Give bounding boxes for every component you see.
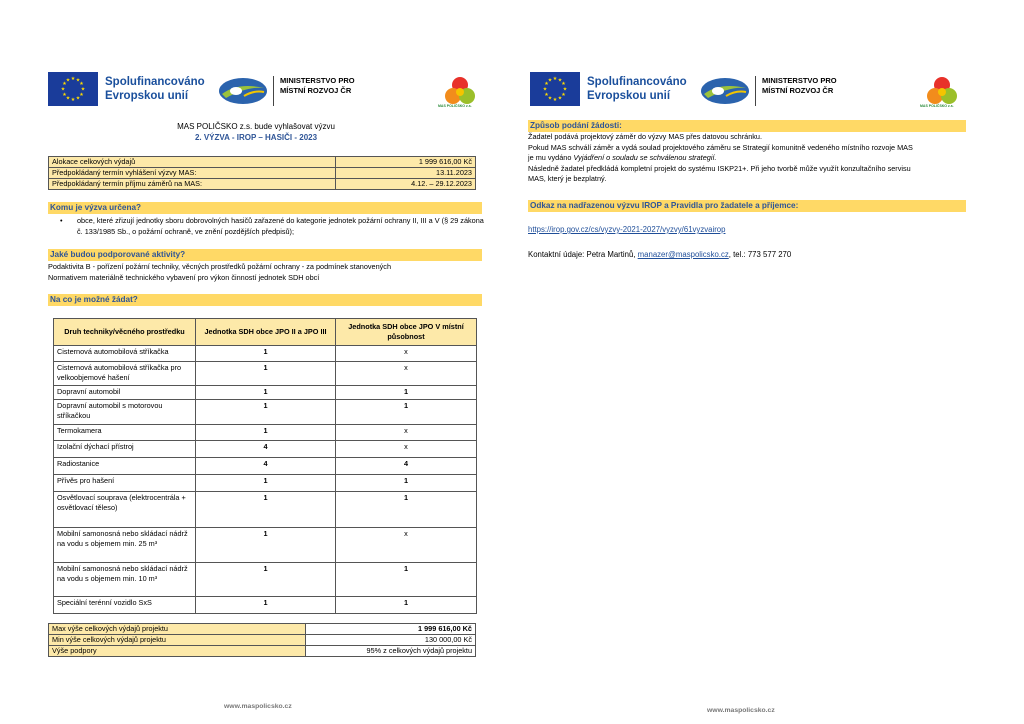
svg-text:★: ★: [80, 86, 86, 93]
svg-text:★: ★: [75, 77, 81, 84]
equipment-name: Dopravní automobil s motorovou stříkačkou: [54, 400, 196, 425]
submission-line: Žadatel podává projektový záměr do výzvy MAS přes datovou schránku.: [528, 132, 763, 141]
call-intro: [0, 121, 512, 143]
page-header: [530, 72, 970, 112]
jpo5-count: 1: [336, 492, 477, 528]
announcement-date-label: Předpokládaný termín vyhlášení výzvy MAS:: [49, 168, 336, 179]
equipment-name: Radiostanice: [54, 458, 196, 475]
link-line: [528, 225, 998, 236]
table-row: [49, 157, 476, 168]
submission-line: MAS, který je bezplatný.: [528, 174, 607, 183]
page-footer: www.maspolicsko.cz: [224, 703, 292, 710]
jpo23-count: 1: [196, 346, 336, 362]
page-2: [512, 0, 1024, 724]
jpo5-count: 1: [336, 400, 477, 425]
jpo23-count: 1: [196, 362, 336, 386]
equipment-name: Speciální terénní vozidlo SxS: [54, 597, 196, 614]
equipment-name: Cisternová automobilová stříkačka pro velkoobjemové hašení: [54, 362, 196, 386]
section-link: Odkaz na nadřazenou výzvu IROP a Pravidla pro žadatele a příjemce:: [528, 200, 966, 212]
svg-text:★: ★: [544, 92, 549, 98]
call-title: 2. VÝZVA - IROP – HASIČI - 2023: [194, 133, 318, 142]
jpo5-count: x: [336, 346, 477, 362]
svg-text:★: ★: [79, 81, 84, 87]
jpo23-count: 4: [196, 458, 336, 475]
svg-text:★: ★: [542, 86, 548, 93]
activities-line: Podaktivita B - pořízení požární techniky, věcných prostředků požární ochrany - za podmínek stanovených: [48, 262, 391, 271]
table-row: [49, 635, 476, 646]
jpo23-count: 1: [196, 492, 336, 528]
submission-line: Pokud MAS schválí záměr a vydá soulad projektového záměru se Strategií komunitně vedeného místního rozvoje MAS: [528, 142, 913, 152]
submission-line: Následně žadatel předkládá kompletní projekt do systému ISKP21+. Při jeho tvorbě může využít konzultačního servisu: [528, 163, 911, 173]
jpo23-count: 1: [196, 400, 336, 425]
equipment-name: Dopravní automobil: [54, 386, 196, 400]
table-row: [54, 475, 477, 492]
table-row: [49, 179, 476, 190]
page-header: [48, 72, 488, 112]
svg-text:★: ★: [70, 76, 76, 82]
table-row: [49, 168, 476, 179]
jpo5-count: 1: [336, 597, 477, 614]
bullet-icon: •: [60, 216, 63, 225]
table-row: [54, 458, 477, 475]
allocation-table: [48, 156, 476, 190]
section-submission: Způsob podání žádosti:: [528, 120, 966, 132]
activities-text: [48, 262, 488, 283]
equipment-name: Přívěs pro hašení: [54, 475, 196, 492]
budget-value: 130 000,00 Kč: [306, 635, 476, 646]
jpo23-count: 1: [196, 475, 336, 492]
call-intro-line: MAS POLIČSKO z.s. bude vyhlašovat výzvu: [177, 122, 335, 131]
section-what: Na co je možné žádat?: [48, 294, 482, 306]
budget-table: [48, 623, 476, 657]
contact-suffix: , tel.: 773 577 270: [728, 250, 792, 259]
budget-value: 1 999 616,00 Kč: [306, 624, 476, 635]
contact-email-link[interactable]: manazer@maspolicsko.cz: [637, 250, 729, 259]
jpo23-count: 4: [196, 441, 336, 458]
table-row: [54, 425, 477, 441]
section-for-whom: Komu je výzva určena?: [48, 202, 482, 214]
svg-text:★: ★: [60, 86, 66, 93]
svg-text:★: ★: [544, 81, 549, 87]
budget-label: Max výše celkových výdajů projektu: [49, 624, 306, 635]
budget-label: Min výše celkových výdajů projektu: [49, 635, 306, 646]
jpo23-count: 1: [196, 597, 336, 614]
eu-logo-text: Spolufinancováno Evropskou unií: [587, 76, 687, 102]
table-row: [54, 492, 477, 528]
table-row: [54, 362, 477, 386]
jpo23-count: 1: [196, 528, 336, 563]
mas-logo-caption: MAS POLIČSKO z.s.: [438, 104, 472, 108]
svg-text:★: ★: [557, 95, 563, 102]
ministry-logo-icon: [218, 76, 268, 106]
submission-line-italic: Vyjádření o souladu se schválenou strategií.: [573, 153, 717, 162]
section-activities: Jaké budou podporované aktivity?: [48, 249, 482, 261]
for-whom-bullet: [60, 216, 492, 240]
table-row: [54, 386, 477, 400]
page-footer: www.maspolicsko.cz: [707, 707, 775, 714]
jpo5-count: 1: [336, 386, 477, 400]
table-row: [54, 346, 477, 362]
table-row: [54, 528, 477, 563]
equipment-name: Termokamera: [54, 425, 196, 441]
svg-text:★: ★: [562, 86, 568, 93]
jpo23-count: 1: [196, 563, 336, 597]
intake-date-label: Předpokládaný termín příjmu záměrů na MAS:: [49, 179, 336, 190]
table-row: [54, 597, 477, 614]
svg-text:★: ★: [557, 77, 563, 84]
column-header: Jednotka SDH obce JPO II a JPO III: [196, 319, 336, 346]
jpo23-count: 1: [196, 425, 336, 441]
contact-prefix: Kontaktní údaje: Petra Martinů,: [528, 250, 638, 259]
logo-separator: [755, 76, 756, 106]
svg-text:★: ★: [70, 97, 76, 103]
contact-line: [528, 250, 998, 261]
table-row: [49, 646, 476, 657]
svg-text:★: ★: [75, 95, 81, 102]
svg-text:★: ★: [547, 77, 553, 84]
svg-text:★: ★: [62, 92, 67, 98]
equipment-table: [53, 318, 477, 614]
svg-text:★: ★: [65, 77, 71, 84]
allocation-value: 1 999 616,00 Kč: [336, 157, 476, 168]
svg-text:★: ★: [65, 95, 71, 102]
table-row: [49, 624, 476, 635]
column-header: Jednotka SDH obce JPO V místní působnost: [336, 319, 477, 346]
equipment-name: Osvětlovací souprava (elektrocentrála + osvětlovací těleso): [54, 492, 196, 528]
equipment-name: Izolační dýchací přístroj: [54, 441, 196, 458]
column-header: Druh techniky/věcného prostředku: [54, 319, 196, 346]
budget-label: Výše podpory: [49, 646, 306, 657]
for-whom-text: obce, které zřizují jednotky sboru dobrovolných hasičů zařazené do kategorie jednotek požární ochrany II, III a V (§ 29 zákona č. 133/1985 Sb., o požární ochraně, ve znění pozdějších předpisů);: [77, 216, 484, 236]
eu-logo-text: Spolufinancováno Evropskou unií: [105, 76, 205, 102]
svg-text:★: ★: [79, 92, 84, 98]
svg-text:★: ★: [552, 97, 558, 103]
table-row: [54, 563, 477, 597]
svg-text:★: ★: [552, 76, 558, 82]
ministry-logo-text: MINISTERSTVO PRO MÍSTNÍ ROZVOJ ČR: [762, 76, 837, 95]
activities-line: Normativem materiálně technického vybavení pro výkon činností jednotek SDH obcí: [48, 272, 320, 282]
svg-text:★: ★: [62, 81, 67, 87]
jpo5-count: 1: [336, 563, 477, 597]
table-row: [54, 441, 477, 458]
svg-text:★: ★: [561, 81, 566, 87]
submission-line-part: je mu vydáno: [528, 153, 574, 162]
jpo5-count: x: [336, 528, 477, 563]
jpo5-count: 1: [336, 475, 477, 492]
mas-logo-caption: MAS POLIČSKO z.s.: [920, 104, 954, 108]
table-header-row: [54, 319, 477, 346]
jpo5-count: 4: [336, 458, 477, 475]
jpo5-count: x: [336, 425, 477, 441]
jpo23-count: 1: [196, 386, 336, 400]
intake-date-value: 4.12. – 29.12.2023: [336, 179, 476, 190]
submission-text: [528, 132, 998, 185]
svg-text:★: ★: [547, 95, 553, 102]
svg-text:★: ★: [561, 92, 566, 98]
budget-value: 95% z celkových výdajů projektu: [306, 646, 476, 657]
logo-separator: [273, 76, 274, 106]
jpo5-count: x: [336, 362, 477, 386]
mas-logo-icon: [440, 74, 480, 114]
equipment-name: Mobilní samonosná nebo skládací nádrž na vodu s objemem min. 25 m³: [54, 528, 196, 563]
eu-flag-icon: [530, 72, 580, 106]
table-row: [54, 400, 477, 425]
eu-flag-icon: [48, 72, 98, 106]
announcement-date-value: 13.11.2023: [336, 168, 476, 179]
submission-line: [528, 153, 998, 164]
equipment-name: Cisternová automobilová stříkačka: [54, 346, 196, 362]
equipment-name: Mobilní samonosná nebo skládací nádrž na vodu s objemem min. 10 m³: [54, 563, 196, 597]
mas-logo-icon: [922, 74, 962, 114]
ministry-logo-text: MINISTERSTVO PRO MÍSTNÍ ROZVOJ ČR: [280, 76, 355, 95]
allocation-label: Alokace celkových výdajů: [49, 157, 336, 168]
ministry-logo-icon: [700, 76, 750, 106]
irop-call-link[interactable]: https://irop.gov.cz/cs/vyzvy-2021-2027/vyzvy/61vyzvairop: [528, 225, 726, 234]
jpo5-count: x: [336, 441, 477, 458]
